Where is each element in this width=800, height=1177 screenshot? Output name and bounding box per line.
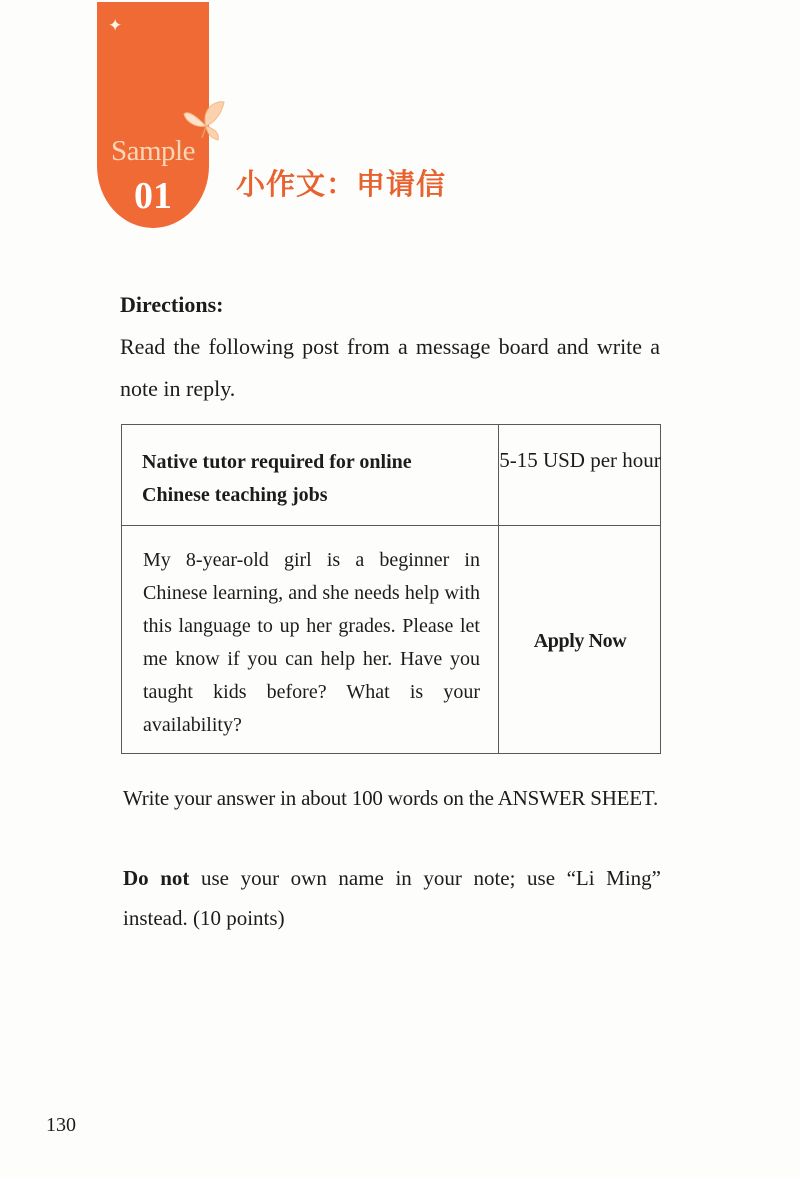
sample-label: Sample — [111, 135, 195, 167]
instruction-name-rule — [123, 858, 661, 938]
directions-heading: Directions: — [120, 292, 224, 317]
sparkle-icon: ✦ — [108, 16, 123, 36]
message-board-post — [121, 424, 661, 754]
directions-text: Read the following post from a message board and write a note in reply. — [120, 334, 660, 401]
page-number: 130 — [46, 1114, 76, 1136]
sample-number: 01 — [134, 175, 172, 217]
post-rate: 5-15 USD per hour — [499, 448, 661, 472]
table-divider-horizontal — [122, 525, 660, 526]
instruction-rest: use your own name in your note; use “Li Ming” instead. (10 points) — [123, 866, 661, 930]
post-body: My 8-year-old girl is a beginner in Chinese learning, and she needs help with this language to up her grades. Please let me know if you can help her. Have you taught kids before? What is your availability? — [143, 549, 480, 736]
instruction-word-count: Write your answer in about 100 words on the ANSWER SHEET. — [123, 786, 659, 810]
page-title: 小作文：申请信 — [236, 167, 447, 201]
apply-now-button[interactable]: Apply Now — [533, 630, 627, 652]
post-title: Native tutor required for online Chinese teaching jobs — [142, 451, 412, 506]
instruction-emphasis: Do not — [123, 866, 190, 890]
